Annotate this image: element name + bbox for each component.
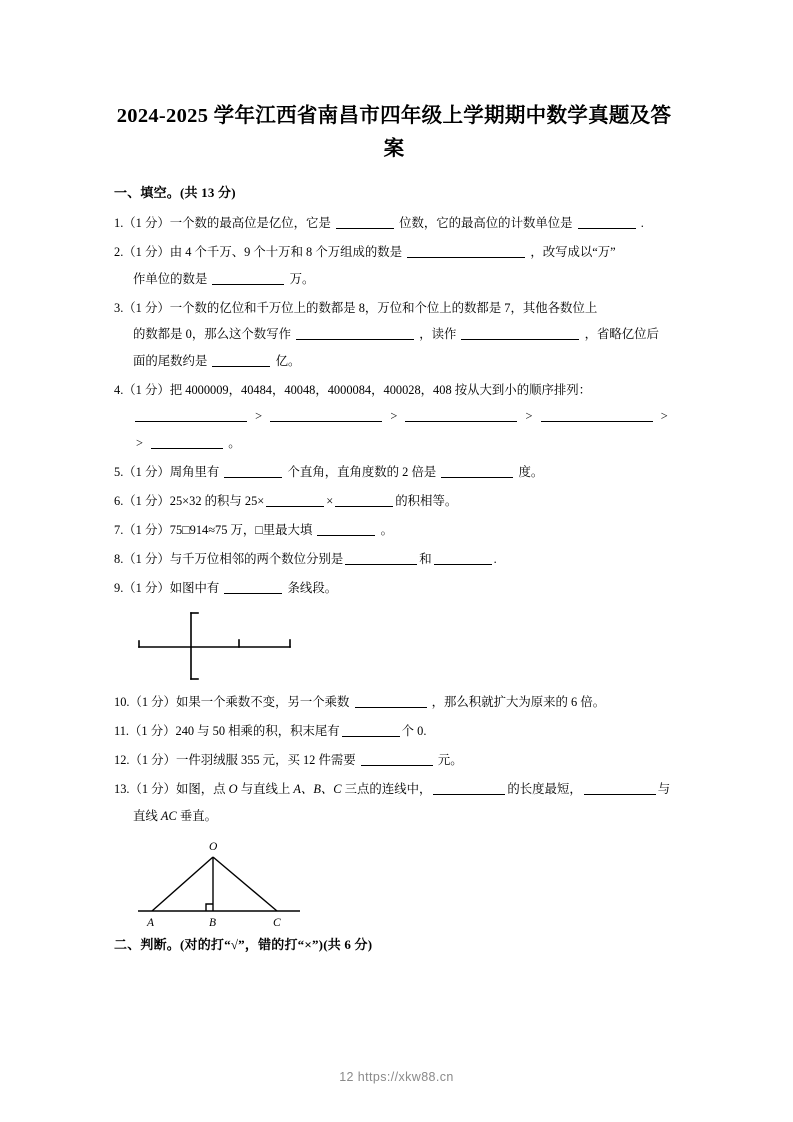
question-11 [114, 718, 674, 745]
answer-blank[interactable] [151, 435, 223, 449]
point-to-line-figure [114, 833, 674, 933]
answer-blank[interactable] [335, 493, 393, 507]
question-13-text-d: 的长度最短， [507, 782, 582, 796]
page-title: 2024-2025 学年江西省南昌市四年级上学期期中数学真题及答案 [116, 105, 672, 160]
question-1-text-b: 位数，它的最高位的计数单位是 [399, 216, 573, 230]
question-4-period: 。 [228, 435, 241, 450]
answer-blank[interactable] [296, 326, 414, 340]
figure-label-c: C [273, 917, 281, 929]
question-8-text-b: 和 [419, 551, 432, 566]
question-5 [114, 459, 674, 486]
question-3-line-1: 3.（1 分）一个数的亿位和千万位上的数都是 8，万位和个位上的数都是 7，其他各数位上 [114, 300, 598, 315]
answer-blank[interactable] [433, 781, 505, 795]
answer-blank[interactable] [317, 522, 375, 536]
question-3-text-d: 面的尾数约是 [133, 353, 208, 368]
question-5-line-1 [114, 459, 674, 486]
page-footer: 12 https://xkw88.cn [339, 1070, 454, 1084]
question-8-text-a: 8.（1 分）与千万位相邻的两个数位分别是 [114, 551, 344, 566]
question-12-text-b: 元。 [437, 753, 463, 767]
point-labels-abc: A、B、C [293, 782, 342, 796]
question-5-text-b: 个直角，直角度数的 2 倍是 [287, 464, 437, 479]
question-3-text-a: 的数都是 0，那么这个数写作 [133, 327, 291, 341]
question-6-text-b: × [326, 493, 334, 508]
question-7-text-a: 7.（1 分）75□914≈75 万，□里最大填 [114, 522, 313, 537]
question-3-text-c: ，省略亿位后 [584, 327, 659, 341]
answer-blank[interactable] [584, 781, 656, 795]
question-2-text-d: 万。 [289, 271, 315, 286]
greater-than-symbol: > [390, 409, 398, 423]
answer-blank[interactable] [212, 271, 284, 285]
question-9 [114, 575, 674, 602]
question-2-line-1 [114, 239, 674, 266]
figure-label-b: B [209, 917, 217, 929]
answer-blank[interactable] [270, 408, 382, 422]
question-3-text-b: ，读作 [419, 327, 457, 341]
question-2-text-c: 作单位的数是 [133, 271, 208, 286]
question-12 [114, 747, 674, 774]
question-4-line-1: 4.（1 分）把 4000009，40484，40048，4000084，400028，408 按从大到小的顺序排列： [114, 382, 592, 397]
greater-than-symbol: > [136, 435, 143, 450]
question-10 [114, 689, 674, 716]
question-8-text-c: . [493, 551, 497, 566]
answer-blank[interactable] [224, 464, 282, 478]
question-10-line-1 [114, 689, 674, 716]
question-11-text-a: 11.（1 分）240 与 50 相乘的积，积末尾有 [114, 724, 340, 738]
question-7 [114, 517, 674, 544]
answer-blank[interactable] [342, 723, 400, 737]
question-7-text-b: 。 [380, 522, 393, 537]
question-8 [114, 546, 674, 573]
question-13-text-e: 与 [657, 782, 671, 796]
question-12-text-a: 12.（1 分）一件羽绒服 355 元，买 12 件需要 [114, 753, 356, 767]
question-13 [114, 776, 674, 829]
question-6-text-c: 的积相等。 [395, 493, 458, 508]
question-1-text-a: 1.（1 分）一个数的最高位是亿位，它是 [114, 216, 331, 230]
question-2-line-2 [114, 266, 674, 293]
question-11-line-1 [114, 718, 674, 745]
answer-blank[interactable] [434, 551, 492, 565]
question-2-text-b: ，改写成以“万” [530, 245, 616, 259]
answer-blank[interactable] [441, 464, 513, 478]
question-9-text-b: 条线段。 [287, 580, 338, 595]
figure-label-o: O [209, 841, 218, 853]
question-13-text-c: 三点的连线中， [344, 782, 432, 796]
question-3-line-3 [114, 348, 674, 375]
question-4-line-2 [114, 403, 674, 430]
greater-than-symbol: > [525, 409, 533, 423]
greater-than-symbol: > [660, 409, 668, 423]
question-10-text-b: ，那么积就扩大为原来的 6 倍。 [431, 695, 606, 709]
question-13-text-f: 直线 [133, 808, 158, 823]
question-2-text-a: 2.（1 分）由 4 个千万、9 个十万和 8 个万组成的数是 [114, 245, 403, 259]
answer-blank[interactable] [578, 215, 636, 229]
answer-blank[interactable] [407, 244, 525, 258]
answer-blank[interactable] [541, 408, 653, 422]
question-13-line-1 [114, 776, 674, 803]
line-label-ac: AC [160, 808, 177, 823]
question-13-text-a: 13.（1 分）如图，点 [114, 782, 226, 796]
question-11-text-b: 个 0. [401, 724, 427, 738]
answer-blank[interactable] [224, 580, 282, 594]
question-5-text-a: 5.（1 分）周角里有 [114, 464, 220, 479]
document-body [114, 183, 674, 962]
question-13-text-g: 垂直。 [179, 808, 218, 823]
question-6 [114, 488, 674, 515]
question-1-line-1 [114, 210, 674, 237]
question-1 [114, 210, 674, 237]
answer-blank[interactable] [135, 408, 247, 422]
answer-blank[interactable] [345, 551, 417, 565]
question-7-line-1 [114, 517, 674, 544]
point-label-o: O [228, 782, 238, 796]
question-3-text-e: 亿。 [275, 353, 301, 368]
answer-blank[interactable] [336, 215, 394, 229]
answer-blank[interactable] [355, 694, 427, 708]
line-segment-figure [114, 607, 674, 685]
question-9-line-1 [114, 575, 674, 602]
question-13-line-2 [114, 803, 674, 830]
question-12-line-1 [114, 747, 674, 774]
question-3 [114, 295, 674, 375]
answer-blank[interactable] [361, 752, 433, 766]
question-8-line-1 [114, 546, 674, 573]
question-2 [114, 239, 674, 292]
section-heading-true-false: 二、判断。(对的打“√”，错的打“×”)(共 6 分) [114, 937, 373, 952]
answer-blank[interactable] [405, 408, 517, 422]
question-10-text-a: 10.（1 分）如果一个乘数不变，另一个乘数 [114, 695, 350, 709]
question-1-text-c: . [640, 216, 644, 230]
question-6-line-1 [114, 488, 674, 515]
greater-than-symbol: > [255, 409, 263, 423]
question-6-text-a: 6.（1 分）25×32 的积与 25× [114, 493, 265, 508]
answer-blank[interactable] [266, 493, 324, 507]
question-4-line-3 [114, 430, 674, 457]
question-13-text-b: 与直线上 [240, 782, 291, 796]
answer-blank[interactable] [212, 353, 270, 367]
figure-label-a: A [147, 917, 155, 929]
question-9-text-a: 9.（1 分）如图中有 [114, 580, 220, 595]
question-3-line-2 [114, 321, 674, 348]
question-5-text-c: 度。 [518, 464, 544, 479]
section-heading-fill-in-blanks: 一、填空。(共 13 分) [114, 185, 236, 200]
question-4 [114, 377, 674, 457]
answer-blank[interactable] [461, 326, 579, 340]
